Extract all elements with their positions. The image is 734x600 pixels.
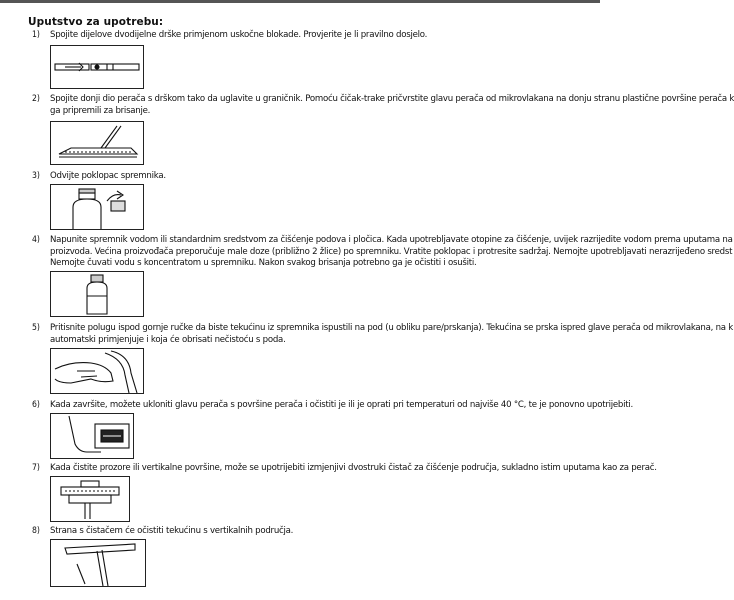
step-number: 5) [32, 323, 40, 333]
mop-head-icon [50, 121, 144, 165]
step-number: 3) [32, 171, 40, 181]
step-number: 2) [32, 94, 40, 104]
pad-removal-icon [50, 413, 134, 459]
step-number: 7) [32, 463, 40, 473]
step-text: Napunite spremnik vodom ili standardnim sredstvom za čišćenje podova i pločica. Kada upotrebljavate otopine za čišćenje, uvijek razrijedite vodom prema uputama na proizvoda. Većina proizvođača preporučuje male doze (približno 2 žlice) po spremniku. Vratite poklopac i protresite sadržaj. Nemojte upotrebljavati nerazrijeđeno sredst Nemojte čuvati vodu s koncentratom u spremniku. Nakon svakog brisanja potrebno ga je očistiti i osušiti. [50, 235, 733, 268]
step-text: Odvijte poklopac spremnika. [50, 171, 166, 181]
step-number: 1) [32, 30, 40, 40]
step-text: Strana s čistačem će očistiti tekućinu s vertikalnih područja. [50, 526, 294, 536]
tank-cap-icon [50, 184, 144, 230]
trigger-hand-icon [50, 348, 144, 394]
step-text: Kada završite, možete ukloniti glavu perača s površine perača i očistiti je ili je oprati pri temperaturi od najviše 40 °C, te je ponovno upotrijebiti. [50, 400, 634, 410]
step-text: Spojite donji dio perača s drškom tako da uglavite u graničnik. Pomoću čičak-trake pričvrstite glavu perača od mikrovlakana na donju stranu plastične površine perača k ga pripremili za brisanje. [50, 94, 734, 116]
step-number: 4) [32, 235, 40, 245]
handle-assembly-icon [50, 45, 144, 89]
step-text: Pritisnite polugu ispod gornje ručke da biste tekućinu iz spremnika ispustili na pod (u obliku pare/prskanja). Tekućina se prska ispred glave perača od mikrovlakana, na k automatski primjenjuje i koja će obrisati nečistoću s poda. [50, 323, 734, 345]
top-border [0, 0, 600, 3]
step-text: Spojite dijelove dvodijelne drške primjenom uskočne blokade. Provjerite je li pravilno dosjelo. [50, 30, 428, 40]
step-number: 8) [32, 526, 40, 536]
squeegee-icon [50, 539, 146, 587]
step-number: 6) [32, 400, 40, 410]
bottle-icon [50, 271, 144, 317]
page-title: Uputstvo za upotrebu: [28, 16, 164, 28]
step-text: Kada čistite prozore ili vertikalne površine, može se upotrijebiti izmjenjivi dvostruki čistač za čišćenje područja, sukladno istim uputama kao za perač. [50, 463, 657, 473]
window-cleaner-icon [50, 476, 130, 522]
